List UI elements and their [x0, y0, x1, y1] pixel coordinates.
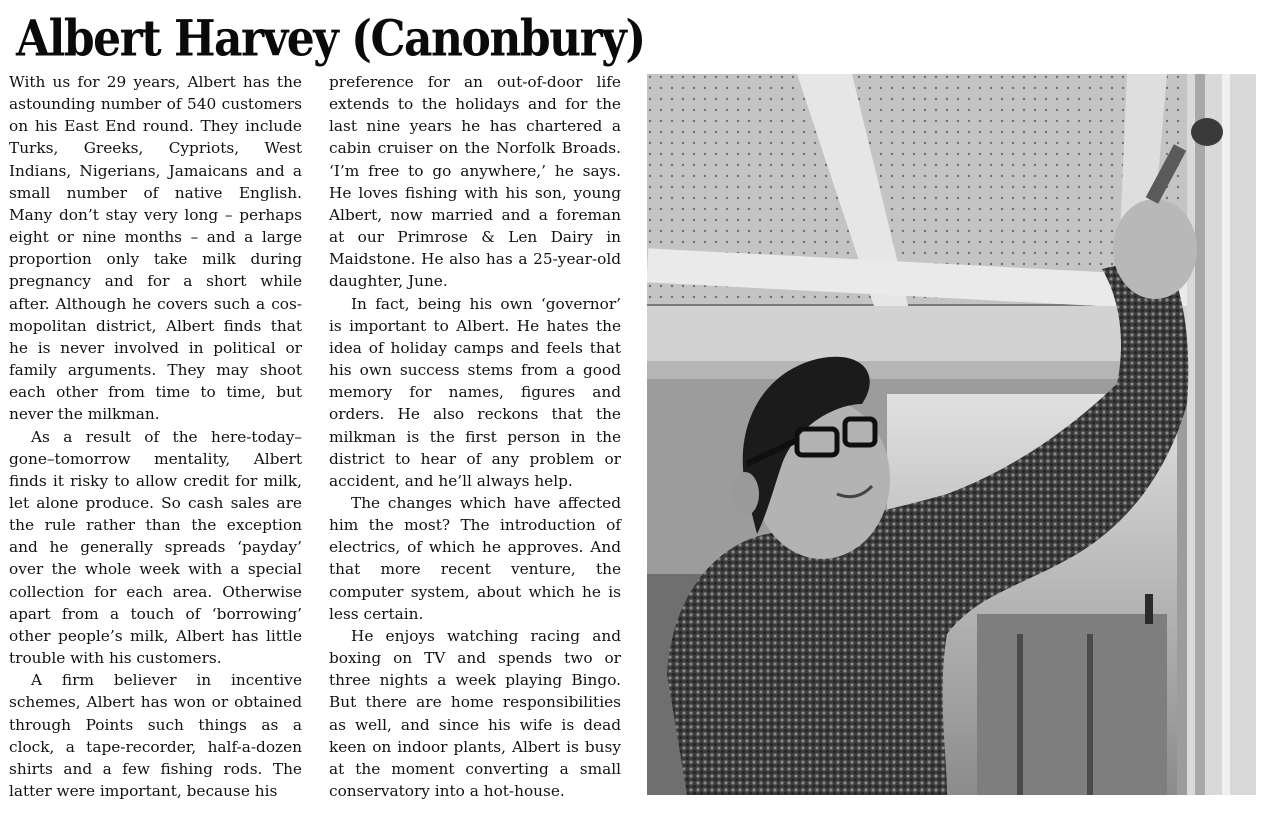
column-1-paragraph-1: With us for 29 years, Albert has the astounding number of 540 customers on his East End round. They include Turks, Greeks, Cypriots, West Indians, Nigerians, Jamaicans and a small number of native English. Many don’t stay very long – perhaps eight or nine months – and a large proportion only take milk during pregnancy and for a short while after. Although he covers such a cosmopolitan district, Albert finds that he is never involved in political or family arguments. They may shoot each other from time to time, but never the milkman. [9, 73, 302, 424]
photo-illustration [647, 74, 1256, 795]
column-2-paragraph-2: In fact, being his own ‘governor’ is important to Albert. He hates the idea of holiday camps and feels that his own success stems from a good memory for names, figures and orders. He also reckons that the milkman is the first person in the district to hear of any problem or accident, and he’ll always help. [329, 294, 621, 490]
column-2-paragraph-3: The changes which have affected him the most? The introduction of electrics, of which he approves. And that more recent venture, the computer system, about which he is less certain. [329, 493, 621, 623]
man-painting-ceiling-photo [647, 74, 1256, 795]
article-headline: Albert Harvey (Canonbury) [16, 10, 645, 68]
column-1-paragraph-2: As a result of the here-today–gone–tomorrow mentality, Albert finds it risky to allow credit for milk, let alone produce. So cash sales are the rule rather than the exception and he generally spreads ‘payday’ over the whole week with a special collection for each area. Otherwise apart from a touch of ‘borrowing’ other people’s milk, Albert has little trouble with his customers. [9, 427, 302, 668]
column-1-paragraph-3: A firm believer in incentive schemes, Albert has won or obtained through Points such things as a clock, a tape-recorder, half-a-dozen shirts and a few fishing rods. The latter were important, because his [9, 671, 302, 800]
article-column-2 [329, 71, 621, 802]
column-2-paragraph-1: preference for an out-of-door life extends to the holidays and for the last nine years he has chartered a cabin cruiser on the Norfolk Broads. ‘I’m free to go anywhere,’ he says. He loves fishing with his son, young Albert, now married and a foreman at our Primrose & Len Dairy in Maidstone. He also has a 25-year-old daughter, June. [329, 73, 621, 291]
column-2-paragraph-4: He enjoys watching racing and boxing on TV and spends two or three nights a week playing Bingo. But there are home responsibilities as well, and since his wife is dead keen on indoor plants, Albert is busy at the moment converting a small conservatory into a hot-house. [329, 626, 621, 800]
hand [1113, 199, 1197, 299]
article-column-1 [9, 71, 302, 802]
